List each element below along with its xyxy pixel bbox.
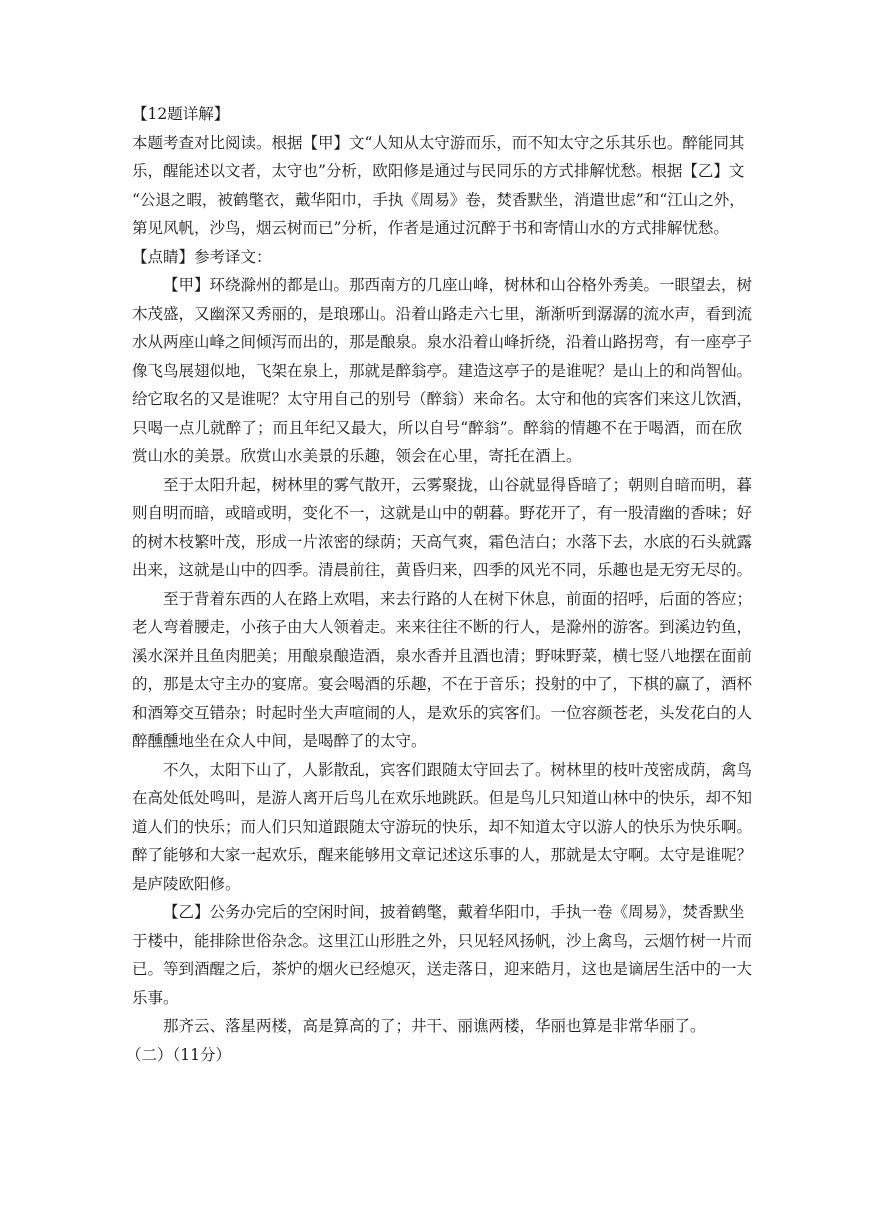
text-line: 赏山水的美景。欣赏山水美景的乐趣，领会在心里，寄托在酒上。 — [132, 447, 582, 465]
text-line: 老人弯着腰走，小孩子由大人领着走。来来往往不断的行人，是滁州的游客。到溪边钓鱼， — [132, 618, 753, 636]
text-line: 像飞鸟展翅似地，飞架在泉上，那就是醉翁亭。建造这亭子的是谁呢？是山上的和尚智仙。 — [132, 361, 753, 380]
text-line: 给它取名的又是谁呢？太守用自己的别号（醉翁）来命名。太守和他的宾客们来这儿饮酒， — [132, 390, 753, 408]
text-line: 于楼中，能排除世俗杂念。这里江山形胜之外，只见轻风扬帆，沙上禽鸟，云烟竹树一片而 — [132, 931, 753, 950]
translation-paragraph-jia-2 — [132, 471, 753, 585]
q12-heading: 【12题详解】 — [132, 105, 230, 123]
text-line: 那齐云、落星两楼，高是算高的了；井干、丽谯两楼，华丽也算是非常华丽了。 — [163, 1017, 706, 1035]
text-line: 在高处低处鸣叫，是游人离开后鸟儿在欢乐地跳跃。但是鸟儿只知道山林中的快乐，却不知 — [132, 789, 753, 807]
translation-paragraph-jia-1 — [132, 271, 753, 471]
text-line: 是庐陵欧阳修。 — [132, 874, 241, 893]
text-line: 的树木枝繁叶茂，形成一片浓密的绿荫；天高气爽，霜色洁白；水落下去，水底的石头就露 — [132, 532, 753, 551]
text-line: 醉了能够和大家一起欢乐，醒来能够用文章记述这乐事的人，那就是太守啊。太守是谁呢？ — [132, 846, 753, 864]
text-line: 只喝一点儿就醉了；而且年纪又最大，所以自号“醉翁”。醉翁的情趣不在于喝酒，而在欣 — [132, 418, 742, 437]
text-line: 木茂盛，又幽深又秀丽的，是琅琊山。沿着山路走六七里，渐渐听到潺潺的流水声，看到流 — [132, 304, 753, 323]
text-line: 道人们的快乐；而人们只知道跟随太守游玩的快乐，却不知道太守以游人的快乐为快乐啊。 — [132, 817, 753, 836]
translation-paragraph-jia-4 — [132, 756, 753, 899]
translation-paragraph-yi-1 — [132, 898, 753, 1012]
text-line: 醉醺醺地坐在众人中间，是喝醉了的太守。 — [132, 732, 427, 750]
text-line: 的，那是太守主办的宴席。宴会喝酒的乐趣，不在于音乐；投射的中了，下棋的赢了，酒杯 — [132, 675, 753, 693]
text-line: 溪水深并且鱼肉肥美；用酿泉酿造酒，泉水香并且酒也清；野味野菜，横七竖八地摆在面前 — [132, 646, 753, 665]
text-line: “公退之暇，被鹤氅衣，戴华阳巾，手执《周易》卷，焚香默坐，消遣世虑”和“江山之外， — [132, 190, 745, 209]
text-line: 第见风帆，沙鸟，烟云树而已”分析，作者是通过沉醉于书和寄情山水的方式排解忧愁。 — [132, 219, 729, 237]
text-line: 水从两座山峰之间倾泻而出的，那是酿泉。泉水沿着山峰折绕，沿着山路拐弯，有一座亭子 — [132, 333, 753, 351]
translation-paragraph-yi-2 — [132, 1012, 742, 1041]
text-line: 至于背着东西的人在路上欢唱，来去行路的人在树下休息，前面的招呼，后面的答应； — [163, 589, 753, 608]
text-line: 【甲】环绕滁州的都是山。那西南方的几座山峰，树林和山谷格外秀美。一眼望去，树 — [163, 276, 753, 294]
text-line: 至于太阳升起，树林里的雾气散开，云雾聚拢，山谷就显得昏暗了；朝则自暗而明，暮 — [163, 475, 753, 494]
text-line: 和酒筹交互错杂；时起时坐大声喧闹的人，是欢乐的宾客们。一位容颜苍老，头发花白的人 — [132, 703, 753, 722]
dianjing-heading: 【点睛】参考译文： — [132, 247, 272, 266]
text-line: 【乙】公务办完后的空闲时间，披着鹤氅，戴着华阳巾，手执一卷《周易》，焚香默坐 — [163, 903, 745, 921]
translation-paragraph-jia-3 — [132, 585, 753, 756]
section-two-heading: （二）（11分） — [126, 1045, 231, 1064]
text-line: 则自明而暗，或暗或明，变化不一，这就是山中的朝暮。野花开了，有一股清幽的香味；好 — [132, 504, 753, 522]
text-line: 不久，太阳下山了，人影散乱，宾客们跟随太守回去了。树林里的枝叶茂密成荫，禽鸟 — [163, 760, 753, 779]
document-page — [126, 100, 753, 1069]
text-line: 出来，这就是山中的四季。清晨前往，黄昏归来，四季的风光不同，乐趣也是无穷无尽的。 — [132, 561, 753, 579]
text-line: 乐，醒能述以文者，太守也”分析，欧阳修是通过与民同乐的方式排解忧愁。根据【乙】文 — [132, 162, 745, 180]
q12-explanation — [132, 129, 745, 243]
text-line: 本题考查对比阅读。根据【甲】文“人知从太守游而乐，而不知太守之乐其乐也。醉能同其 — [132, 133, 745, 152]
text-line: 乐事。 — [132, 988, 179, 1007]
text-line: 已。等到酒醒之后，茶炉的烟火已经熄灭，送走落日，迎来皓月，这也是谪居生活中的一大 — [132, 960, 753, 978]
